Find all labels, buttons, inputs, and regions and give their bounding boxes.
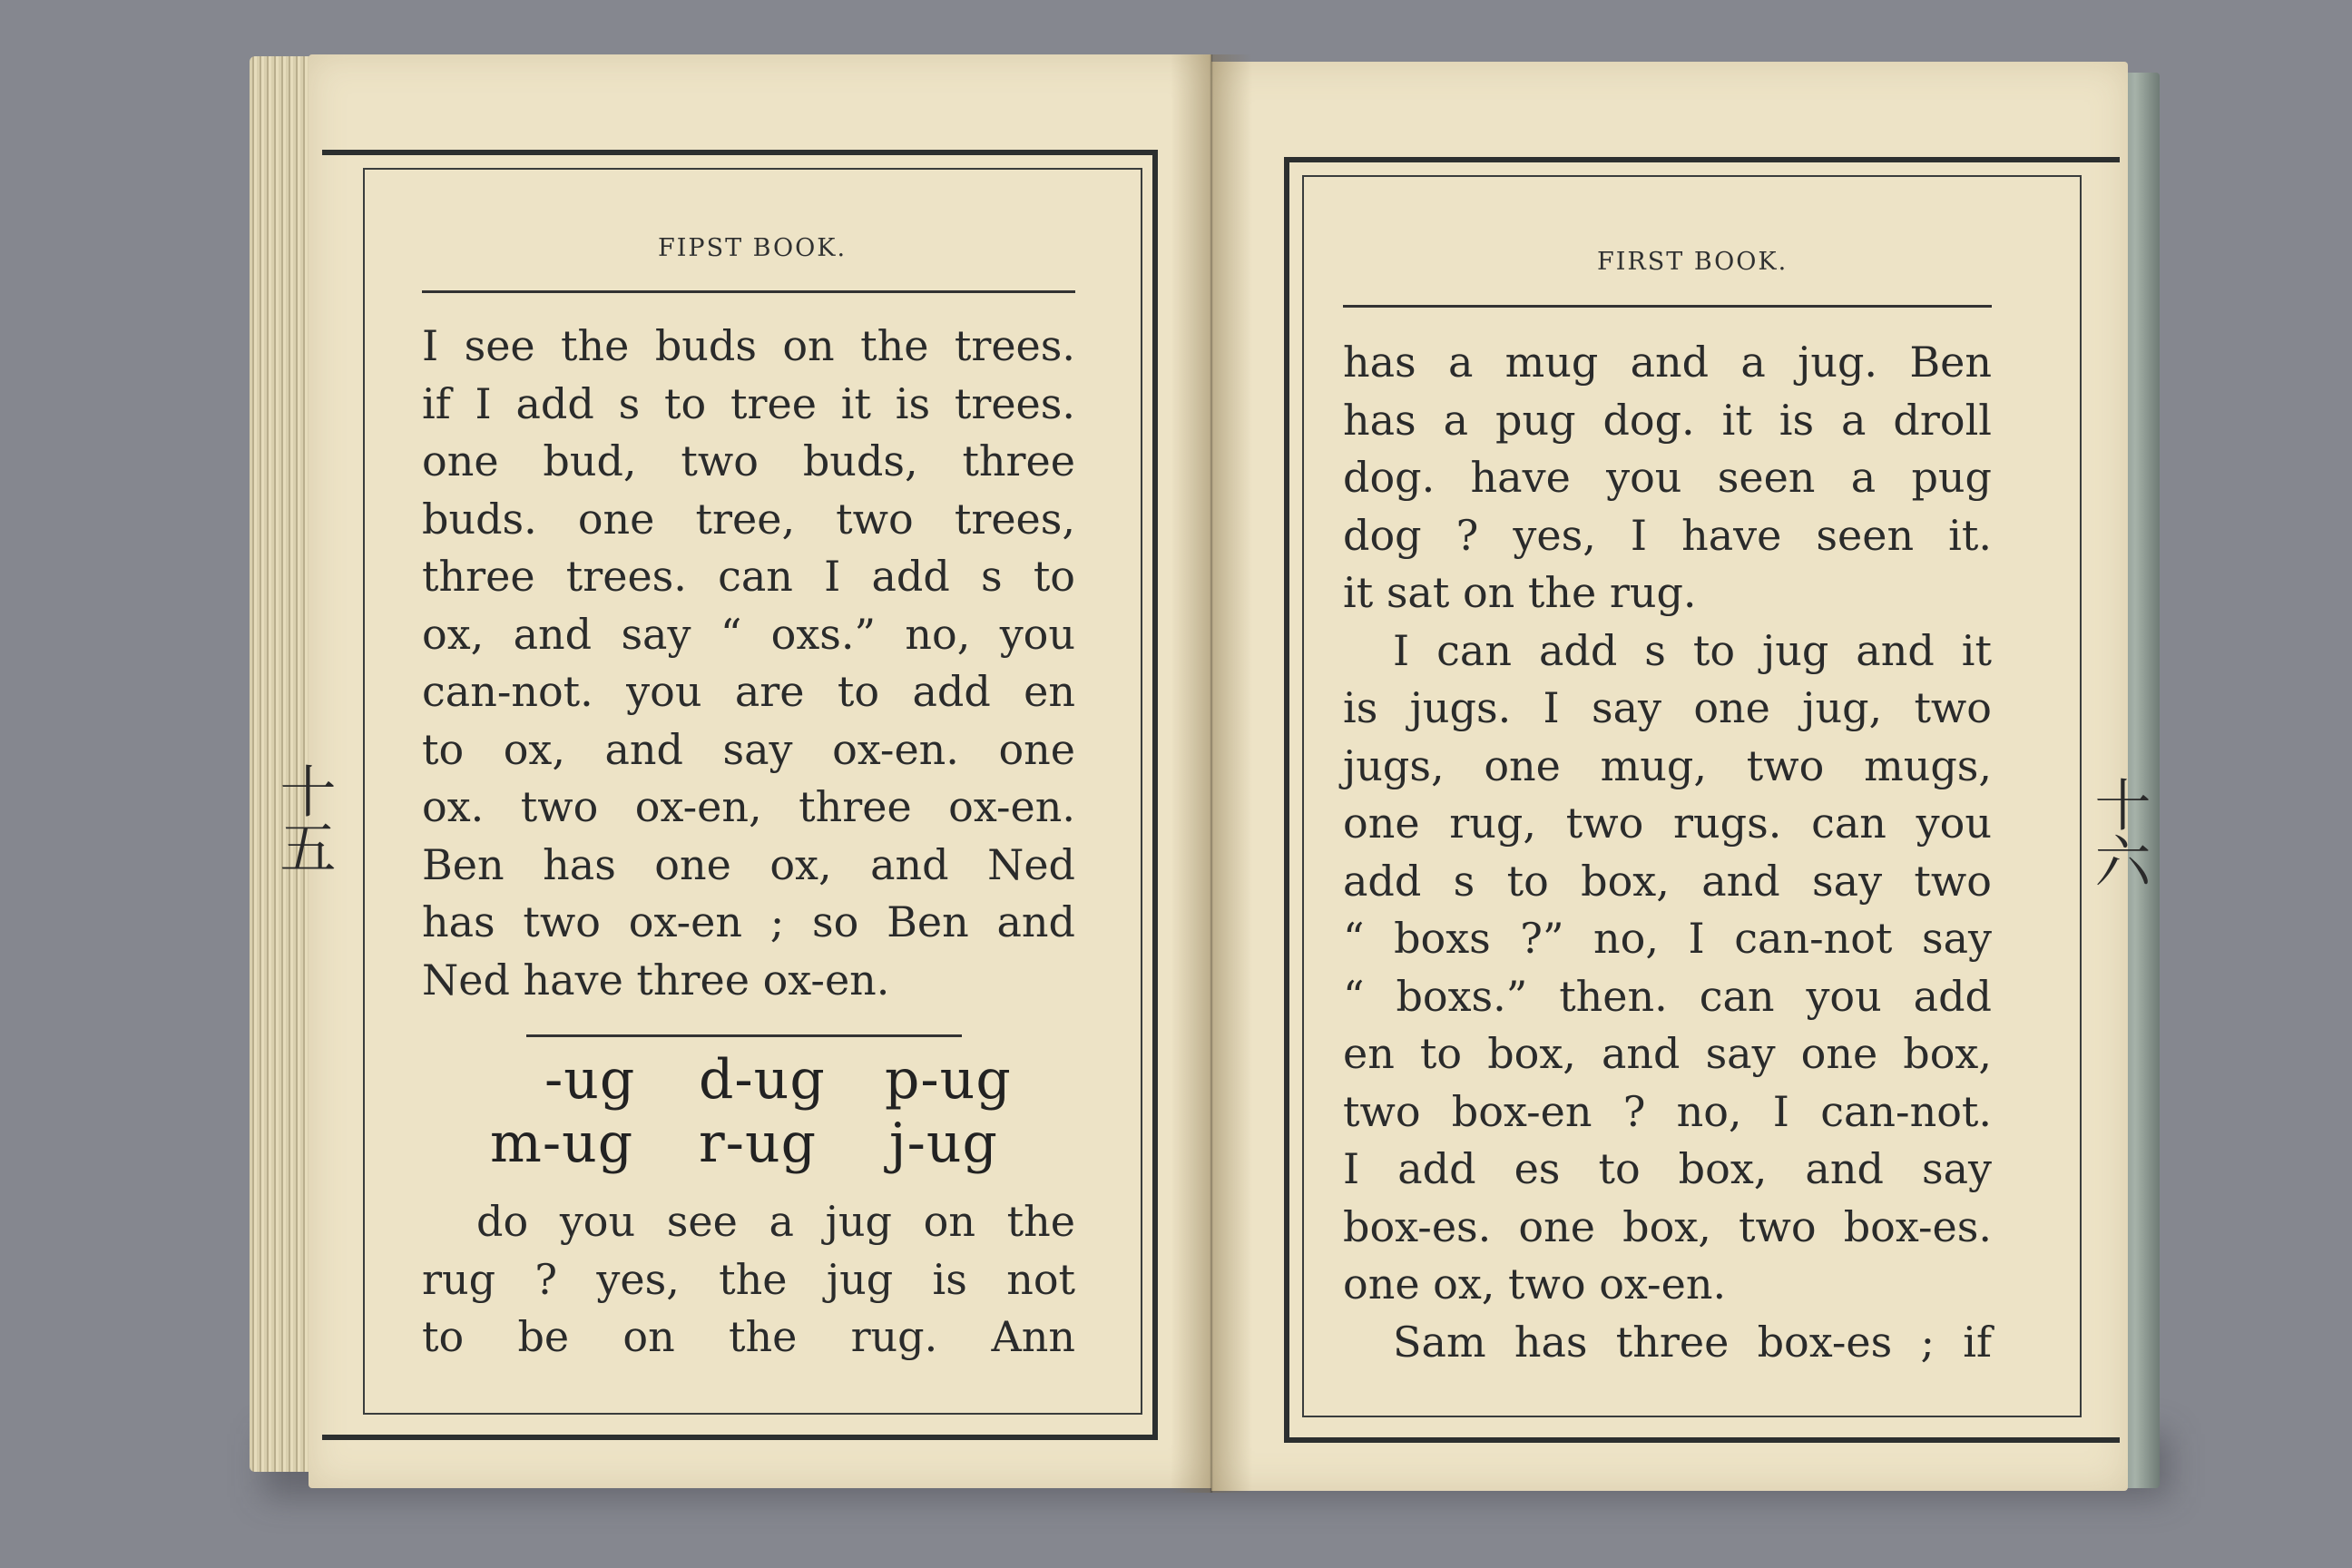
right-paragraph <box>1343 334 1992 1371</box>
text-line: add s to box, and say two <box>1343 856 1992 906</box>
text-line: one bud, two buds, three <box>422 436 1075 485</box>
text-line: do you see a jug on the <box>476 1197 1075 1246</box>
text-line: en to box, and say one box, <box>1343 1029 1992 1078</box>
text-line: can-not. you are to add en <box>422 667 1075 716</box>
left-section-rule <box>526 1034 962 1037</box>
text-line: ox, and say “ oxs.” no, you <box>422 609 1075 659</box>
right-page <box>1211 62 2128 1491</box>
text-line: has a mug and a jug. Ben <box>1343 338 1992 387</box>
word-list-item: d-ug <box>699 1048 826 1112</box>
text-line: two box-en ? no, I can-not. <box>1343 1086 1992 1136</box>
word-list-item: m-ug <box>490 1112 634 1175</box>
text-line: Ned have three ox-en. <box>422 955 890 1004</box>
text-line: one rug, two rugs. can you <box>1343 799 1992 848</box>
text-line: I add es to box, and say <box>1343 1144 1992 1193</box>
left-paragraph-1 <box>422 318 1075 1009</box>
word-list-item: r-ug <box>699 1112 818 1175</box>
text-line: I can add s to jug and it <box>1393 625 1992 675</box>
text-line: Ben has one ox, and Ned <box>422 839 1075 889</box>
text-line: three trees. can I add s to <box>422 552 1075 601</box>
text-line: I see the buds on the trees. <box>422 321 1075 370</box>
text-line: dog. have you seen a pug <box>1343 453 1992 502</box>
left-running-head: FIPST BOOK. <box>658 234 848 262</box>
text-line: one ox, two ox-en. <box>1343 1259 1727 1308</box>
text-line: box-es. one box, two box-es. <box>1343 1201 1992 1251</box>
text-line: if I add s to tree it is trees. <box>422 378 1075 428</box>
text-line: to ox, and say ox-en. one <box>422 724 1075 774</box>
text-line: ox. two ox-en, three ox-en. <box>422 782 1075 831</box>
left-page <box>309 54 1211 1488</box>
right-head-rule <box>1343 305 1992 308</box>
word-list-item: p-ug <box>885 1048 1012 1112</box>
text-line: “ boxs.” then. can you add <box>1343 971 1992 1021</box>
right-running-head: FIRST BOOK. <box>1597 248 1788 276</box>
text-line: “ boxs ?” no, I can-not say <box>1343 914 1992 963</box>
left-margin-page-mark: 十五 <box>270 762 337 875</box>
text-line: to be on the rug. Ann <box>422 1312 1075 1361</box>
left-paragraph-2 <box>422 1193 1075 1367</box>
text-line: it sat on the rug. <box>1343 568 1697 617</box>
right-margin-page-mark: 十六 <box>2085 776 2151 888</box>
text-line: jugs, one mug, two mugs, <box>1343 740 1992 790</box>
text-line: is jugs. I say one jug, two <box>1343 683 1992 732</box>
text-line: has two ox-en ; so Ben and <box>422 897 1075 946</box>
left-head-rule <box>422 290 1075 293</box>
text-line: has a pug dog. it is a droll <box>1343 395 1992 445</box>
text-line: Sam has three box-es ; if <box>1393 1317 1992 1367</box>
text-line: rug ? yes, the jug is not <box>422 1254 1075 1304</box>
word-list-item: -ug <box>544 1048 636 1112</box>
word-list-item: j-ug <box>889 1112 998 1175</box>
text-line: buds. one tree, two trees, <box>422 494 1075 544</box>
text-line: dog ? yes, I have seen it. <box>1343 510 1992 560</box>
book-gutter <box>1171 54 1252 1493</box>
